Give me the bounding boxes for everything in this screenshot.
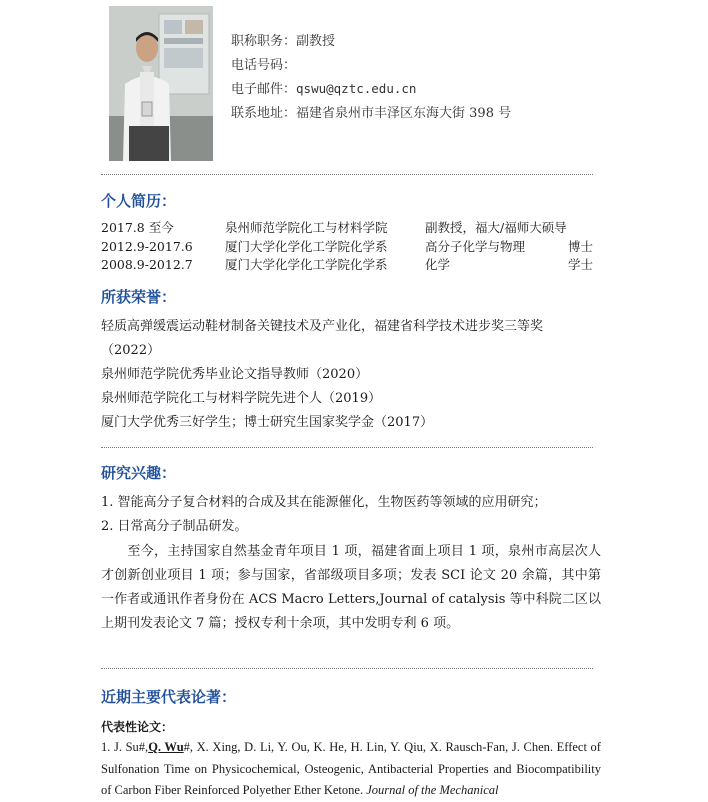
- divider: [101, 668, 593, 669]
- email-value[interactable]: qswu@qztc.edu.cn: [296, 81, 417, 96]
- divider: [101, 447, 593, 448]
- contact-email-row: [231, 77, 511, 102]
- divider: [101, 174, 593, 175]
- resume-row: [101, 238, 593, 257]
- contact-phone-row: [231, 54, 511, 78]
- resume-org: 厦门大学化学化工学院化学系: [225, 238, 388, 254]
- resume-org: 泉州师范学院化工与材料学院: [225, 220, 388, 235]
- publication-prefix: 1. J. Su#,: [101, 740, 149, 754]
- resume-major: 副教授，福大/福师大硕导: [425, 220, 567, 235]
- address-value: 福建省泉州市丰泽区东海大街 398 号: [296, 105, 512, 121]
- honors-list: [101, 315, 601, 435]
- resume-degree: 博士: [567, 238, 593, 254]
- phone-label: 电话号码：: [231, 57, 297, 73]
- publication-item: [101, 737, 601, 802]
- honor-item: 厦门大学优秀三好学生；博士研究生国家奖学金（2017）: [101, 415, 434, 430]
- publication-rest: #, X. Xing, D. Li, Y. Ou, K. He, H. Lin, Y. Qiu, X. Rausch-Fan, J. Chen. Effect of Sulfonation Time on Physicochemical, Osteogenic, Antibacterial Properties and Biocompatibility of Carbon Fiber Reinforced Polyether Ether Ketone.: [101, 740, 601, 797]
- research-list: [101, 491, 601, 539]
- honor-item: 轻质高弹缓震运动鞋材制备关键技术及产业化，福建省科学技术进步奖三等奖: [101, 319, 544, 334]
- resume-org: 厦门大学化学化工学院化学系: [225, 257, 388, 272]
- research-heading: 研究兴趣：: [101, 464, 177, 482]
- publication-self-author: Q. Wu: [148, 740, 184, 754]
- resume-period: 2017.8 至今: [101, 220, 174, 235]
- publications-heading: 近期主要代表论著：: [101, 688, 237, 706]
- publication-journal: Journal of the Mechanical: [366, 783, 499, 797]
- address-label: 联系地址：: [231, 105, 297, 121]
- resume-degree: 学士: [567, 257, 593, 272]
- title-label: 职称职务：: [231, 34, 297, 49]
- honors-heading: 所获荣誉：: [101, 288, 177, 306]
- email-label: 电子邮件：: [231, 82, 297, 97]
- resume-row: [101, 256, 593, 275]
- resume-major: 化学: [425, 257, 451, 272]
- resume-major: 高分子化学与物理: [425, 238, 526, 254]
- resume-table: [101, 219, 593, 275]
- honor-item: 泉州师范学院化工与材料学院先进个人（2019）: [101, 391, 382, 406]
- profile-photo: [109, 6, 213, 161]
- publications-subheading: 代表性论文：: [101, 720, 174, 734]
- research-paragraph-text: 至今，主持国家自然基金青年项目 1 项，福建省面上项目 1 项，泉州市高层次人才创新创业项目 1 项；参与国家，省部级项目多项；发表 SCI 论文 20 余篇，其中第一作者或通讯作者身份在 ACS Macro Letters,Journal of catalysis 等中科院二区以上期刊发表论文 7 篇；授权专利十余项，其中发明专利 6 项。: [101, 544, 601, 631]
- portrait-image: [109, 6, 213, 161]
- contact-title-row: [231, 30, 511, 54]
- resume-row: [101, 219, 593, 238]
- contact-address-row: [231, 102, 511, 126]
- resume-period: 2012.9-2017.6: [101, 238, 193, 254]
- research-item: 2. 日常高分子制品研发。: [101, 519, 248, 534]
- research-paragraph: [101, 540, 601, 636]
- resume-period: 2008.9-2012.7: [101, 257, 193, 272]
- resume-heading: 个人简历：: [101, 192, 177, 210]
- research-item: 1. 智能高分子复合材料的合成及其在能源催化，生物医药等领域的应用研究；: [101, 495, 547, 510]
- title-value: 副教授: [296, 34, 336, 49]
- contact-info: [231, 30, 511, 125]
- honor-item: （2022）: [101, 343, 161, 358]
- honor-item: 泉州师范学院优秀毕业论文指导教师（2020）: [101, 367, 369, 382]
